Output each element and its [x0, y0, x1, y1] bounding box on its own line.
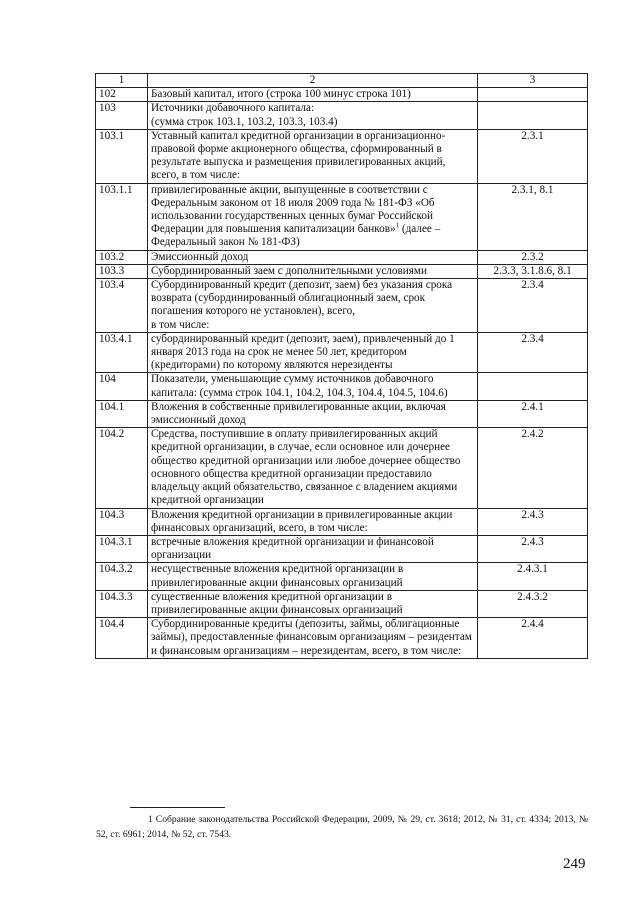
row-description-text: Средства, поступившие в оплату привилегированных акций кредитной организации, в случае, если основное или дочернее общество кредитной организации или любое дочернее общество основного общества кредитной организации предоставило владельцу акций обязательство, связанное с владением акциями кредитной организации	[151, 428, 461, 507]
row-reference	[478, 373, 588, 400]
row-description-text: Источники добавочного капитала: (сумма строк 103.1, 103.2, 103.3, 103.4)	[151, 102, 338, 128]
table-row	[96, 373, 588, 400]
table-row	[96, 183, 588, 250]
row-description	[148, 508, 478, 535]
row-description	[148, 400, 478, 427]
table-row	[96, 129, 588, 183]
row-description	[148, 102, 478, 129]
table-row	[96, 400, 588, 427]
row-reference: 2.4.3.2	[478, 590, 588, 617]
table-row	[96, 88, 588, 102]
table-row	[96, 279, 588, 333]
row-reference: 2.4.1	[478, 400, 588, 427]
row-description-text: Эмиссионный доход	[151, 250, 249, 263]
footnote-mark: 1	[148, 814, 153, 825]
row-reference: 2.3.1, 8.1	[478, 183, 588, 250]
table-row	[96, 535, 588, 562]
row-description-text: Субординированные кредиты (депозиты, займы, облигационные займы), предоставленные финансовым организациям – резидентам и финансовым организациям – нерезидентам, всего, в том числе:	[151, 618, 472, 657]
page-number: 249	[563, 856, 586, 872]
table-row	[96, 563, 588, 590]
row-number: 104.3	[96, 508, 148, 535]
row-description	[148, 563, 478, 590]
row-number: 104	[96, 373, 148, 400]
row-description	[148, 129, 478, 183]
row-reference: 2.4.3.1	[478, 563, 588, 590]
row-description	[148, 428, 478, 508]
table-header-row	[96, 74, 588, 88]
row-number: 104.3.3	[96, 590, 148, 617]
row-description-continuation: (далее – Федеральный закон № 181-ФЗ)	[151, 223, 441, 249]
row-number: 103.4	[96, 279, 148, 333]
row-description	[148, 590, 478, 617]
row-description	[148, 618, 478, 659]
row-description-text: Субординированный заем с дополнительными условиями	[151, 264, 427, 277]
row-reference: 2.4.3	[478, 535, 588, 562]
row-number: 103.1	[96, 129, 148, 183]
row-reference: 2.4.4	[478, 618, 588, 659]
row-reference: 2.3.4	[478, 332, 588, 373]
row-reference: 2.3.3, 3.1.8.6, 8.1	[478, 264, 588, 278]
row-number: 102	[96, 88, 148, 102]
table-row	[96, 332, 588, 373]
row-description	[148, 373, 478, 400]
table-row	[96, 428, 588, 508]
row-description-text: Вложения в собственные привилегированные акции, включая эмиссионный доход	[151, 400, 446, 427]
row-number: 103.1.1	[96, 183, 148, 250]
footnote-reference: 1	[395, 221, 400, 230]
column-header-1: 1	[96, 74, 148, 88]
row-description-text: Базовый капитал, итого (строка 100 минус строка 101)	[151, 88, 411, 101]
table-row	[96, 508, 588, 535]
table-row	[96, 618, 588, 659]
row-number: 104.3.1	[96, 535, 148, 562]
footnote-text: Собрание законодательства Российской Федерации, 2009, № 29, ст. 3618; 2012, № 31, ст. 4334; 2013, № 52, ст. 6961; 2014, № 52, ст. 7543.	[96, 814, 588, 840]
capital-table	[95, 73, 588, 659]
row-reference	[478, 88, 588, 102]
row-reference: 2.4.2	[478, 428, 588, 508]
row-description-text: Уставный капитал кредитной организации в организационно-правовой форме акционерного общества, сформированный в результате выпуска и размещения привилегированных акций, всего, в том числе:	[151, 129, 446, 182]
column-header-2: 2	[148, 74, 478, 88]
table-row	[96, 250, 588, 264]
row-description	[148, 88, 478, 102]
row-number: 103	[96, 102, 148, 129]
row-description-text: привилегированные акции, выпущенные в соответствии с Федеральным законом от 18 июля 2009 года № 181-ФЗ «Об использовании государственных ценных бумаг Российской Федерации для повышения капитализации банков»	[151, 183, 435, 236]
table-row	[96, 590, 588, 617]
table-row	[96, 264, 588, 278]
row-reference: 2.4.3	[478, 508, 588, 535]
row-reference	[478, 102, 588, 129]
row-description	[148, 279, 478, 333]
row-reference: 2.3.2	[478, 250, 588, 264]
row-number: 103.4.1	[96, 332, 148, 373]
footnote	[96, 812, 588, 842]
row-description-text: субординированный кредит (депозит, заем), привлеченный до 1 января 2013 года на срок не менее 50 лет, кредитором (кредиторами) по которому являются нерезиденты	[151, 332, 455, 372]
row-description-text: Субординированный кредит (депозит, заем) без указания срока возврата (субординированный облигационный заем, срок погашения которого не установлен), всего, в том числе:	[151, 279, 453, 331]
row-description	[148, 332, 478, 373]
row-number: 104.1	[96, 400, 148, 427]
row-number: 103.2	[96, 250, 148, 264]
row-description-text: существенные вложения кредитной организации в привилегированные акции финансовых организаций	[151, 590, 403, 616]
row-number: 104.2	[96, 428, 148, 508]
row-reference: 2.3.4	[478, 279, 588, 333]
row-number: 104.3.2	[96, 563, 148, 590]
row-description	[148, 183, 478, 250]
row-number: 103.3	[96, 264, 148, 278]
row-reference: 2.3.1	[478, 129, 588, 183]
row-description-text: Показатели, уменьшающие сумму источников добавочного капитала: (сумма строк 104.1, 104.2, 104.3, 104.4, 104.5, 104.6)	[151, 373, 448, 399]
row-description	[148, 264, 478, 278]
column-header-3: 3	[478, 74, 588, 88]
footnote-separator	[130, 807, 225, 808]
row-number: 104.4	[96, 618, 148, 659]
row-description-text: Вложения кредитной организации в привилегированные акции финансовых организаций, всего, в том числе:	[151, 508, 453, 534]
row-description	[148, 535, 478, 562]
table-row	[96, 102, 588, 129]
row-description	[148, 250, 478, 264]
row-description-text: несущественные вложения кредитной организации в привилегированные акции финансовых организаций	[151, 563, 404, 589]
row-description-text: встречные вложения кредитной организации и финансовой организации	[151, 535, 434, 562]
